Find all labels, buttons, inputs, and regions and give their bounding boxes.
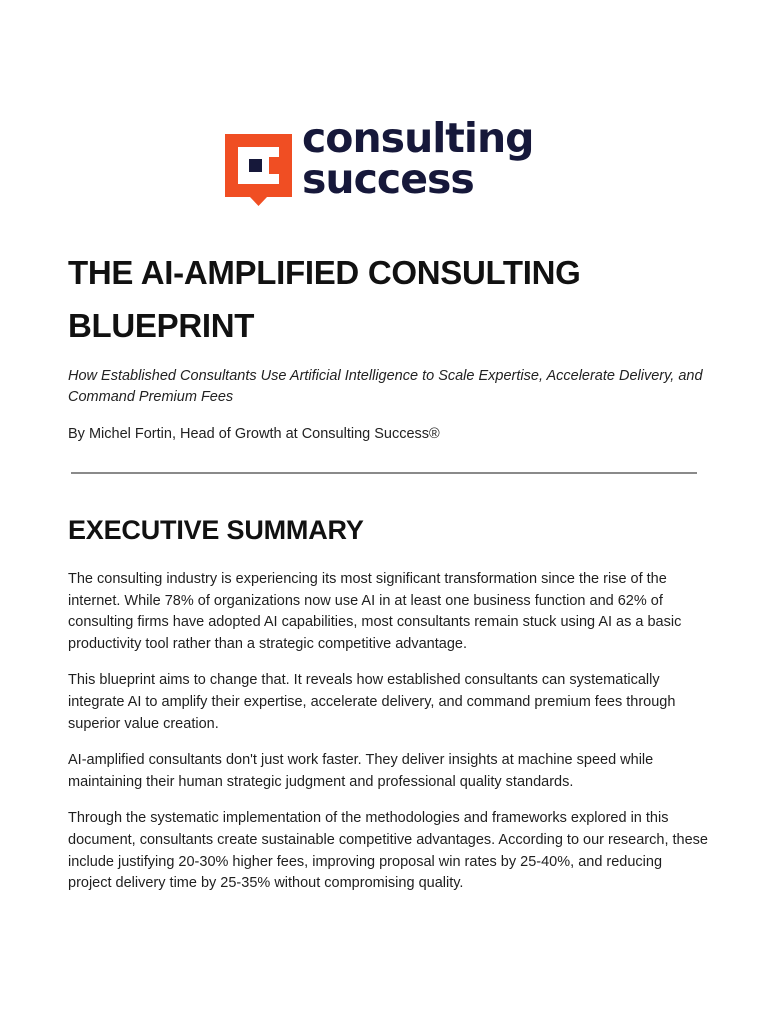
logo-mark-icon [225, 134, 292, 208]
horizontal-divider [71, 472, 697, 474]
body-paragraph: Through the systematic implementation of the methodologies and frameworks explored in this document, consultants create sustainable competitive advantages. According to our research, these include justifying 20-30% higher fees, improving proposal win rates by 25-40%, and reducing project delivery time by 25-35% without compromising quality. [68, 810, 708, 892]
author-byline: By Michel Fortin, Head of Growth at Consulting Success® [68, 426, 440, 442]
section-body [68, 569, 708, 910]
body-paragraph: This blueprint aims to change that. It reveals how established consultants can systematically integrate AI to amplify their expertise, accelerate delivery, and command premium fees through superior value creation. [68, 672, 676, 732]
logo-word-success: success [302, 155, 474, 203]
logo-word-consulting: consulting [302, 114, 534, 162]
logo-wordmark [302, 114, 534, 203]
document-subtitle: How Established Consultants Use Artificial Intelligence to Scale Expertise, Accelerate Delivery, and Command Premium Fees [68, 368, 703, 405]
body-paragraph: AI-amplified consultants don't just work faster. They deliver insights at machine speed while maintaining their human strategic judgment and professional quality standards. [68, 752, 654, 790]
body-paragraph: The consulting industry is experiencing its most significant transformation since the rise of the internet. While 78% of organizations now use AI in at least one business function and 62% of consulting firms have adopted AI capabilities, most consultants remain stuck using AI as a basic productivity tool rather than a strategic competitive advantage. [68, 571, 682, 652]
document-title: THE AI-AMPLIFIED CONSULTING BLUEPRINT [68, 254, 581, 344]
section-heading: EXECUTIVE SUMMARY [68, 515, 364, 545]
consulting-success-logo [225, 114, 555, 214]
